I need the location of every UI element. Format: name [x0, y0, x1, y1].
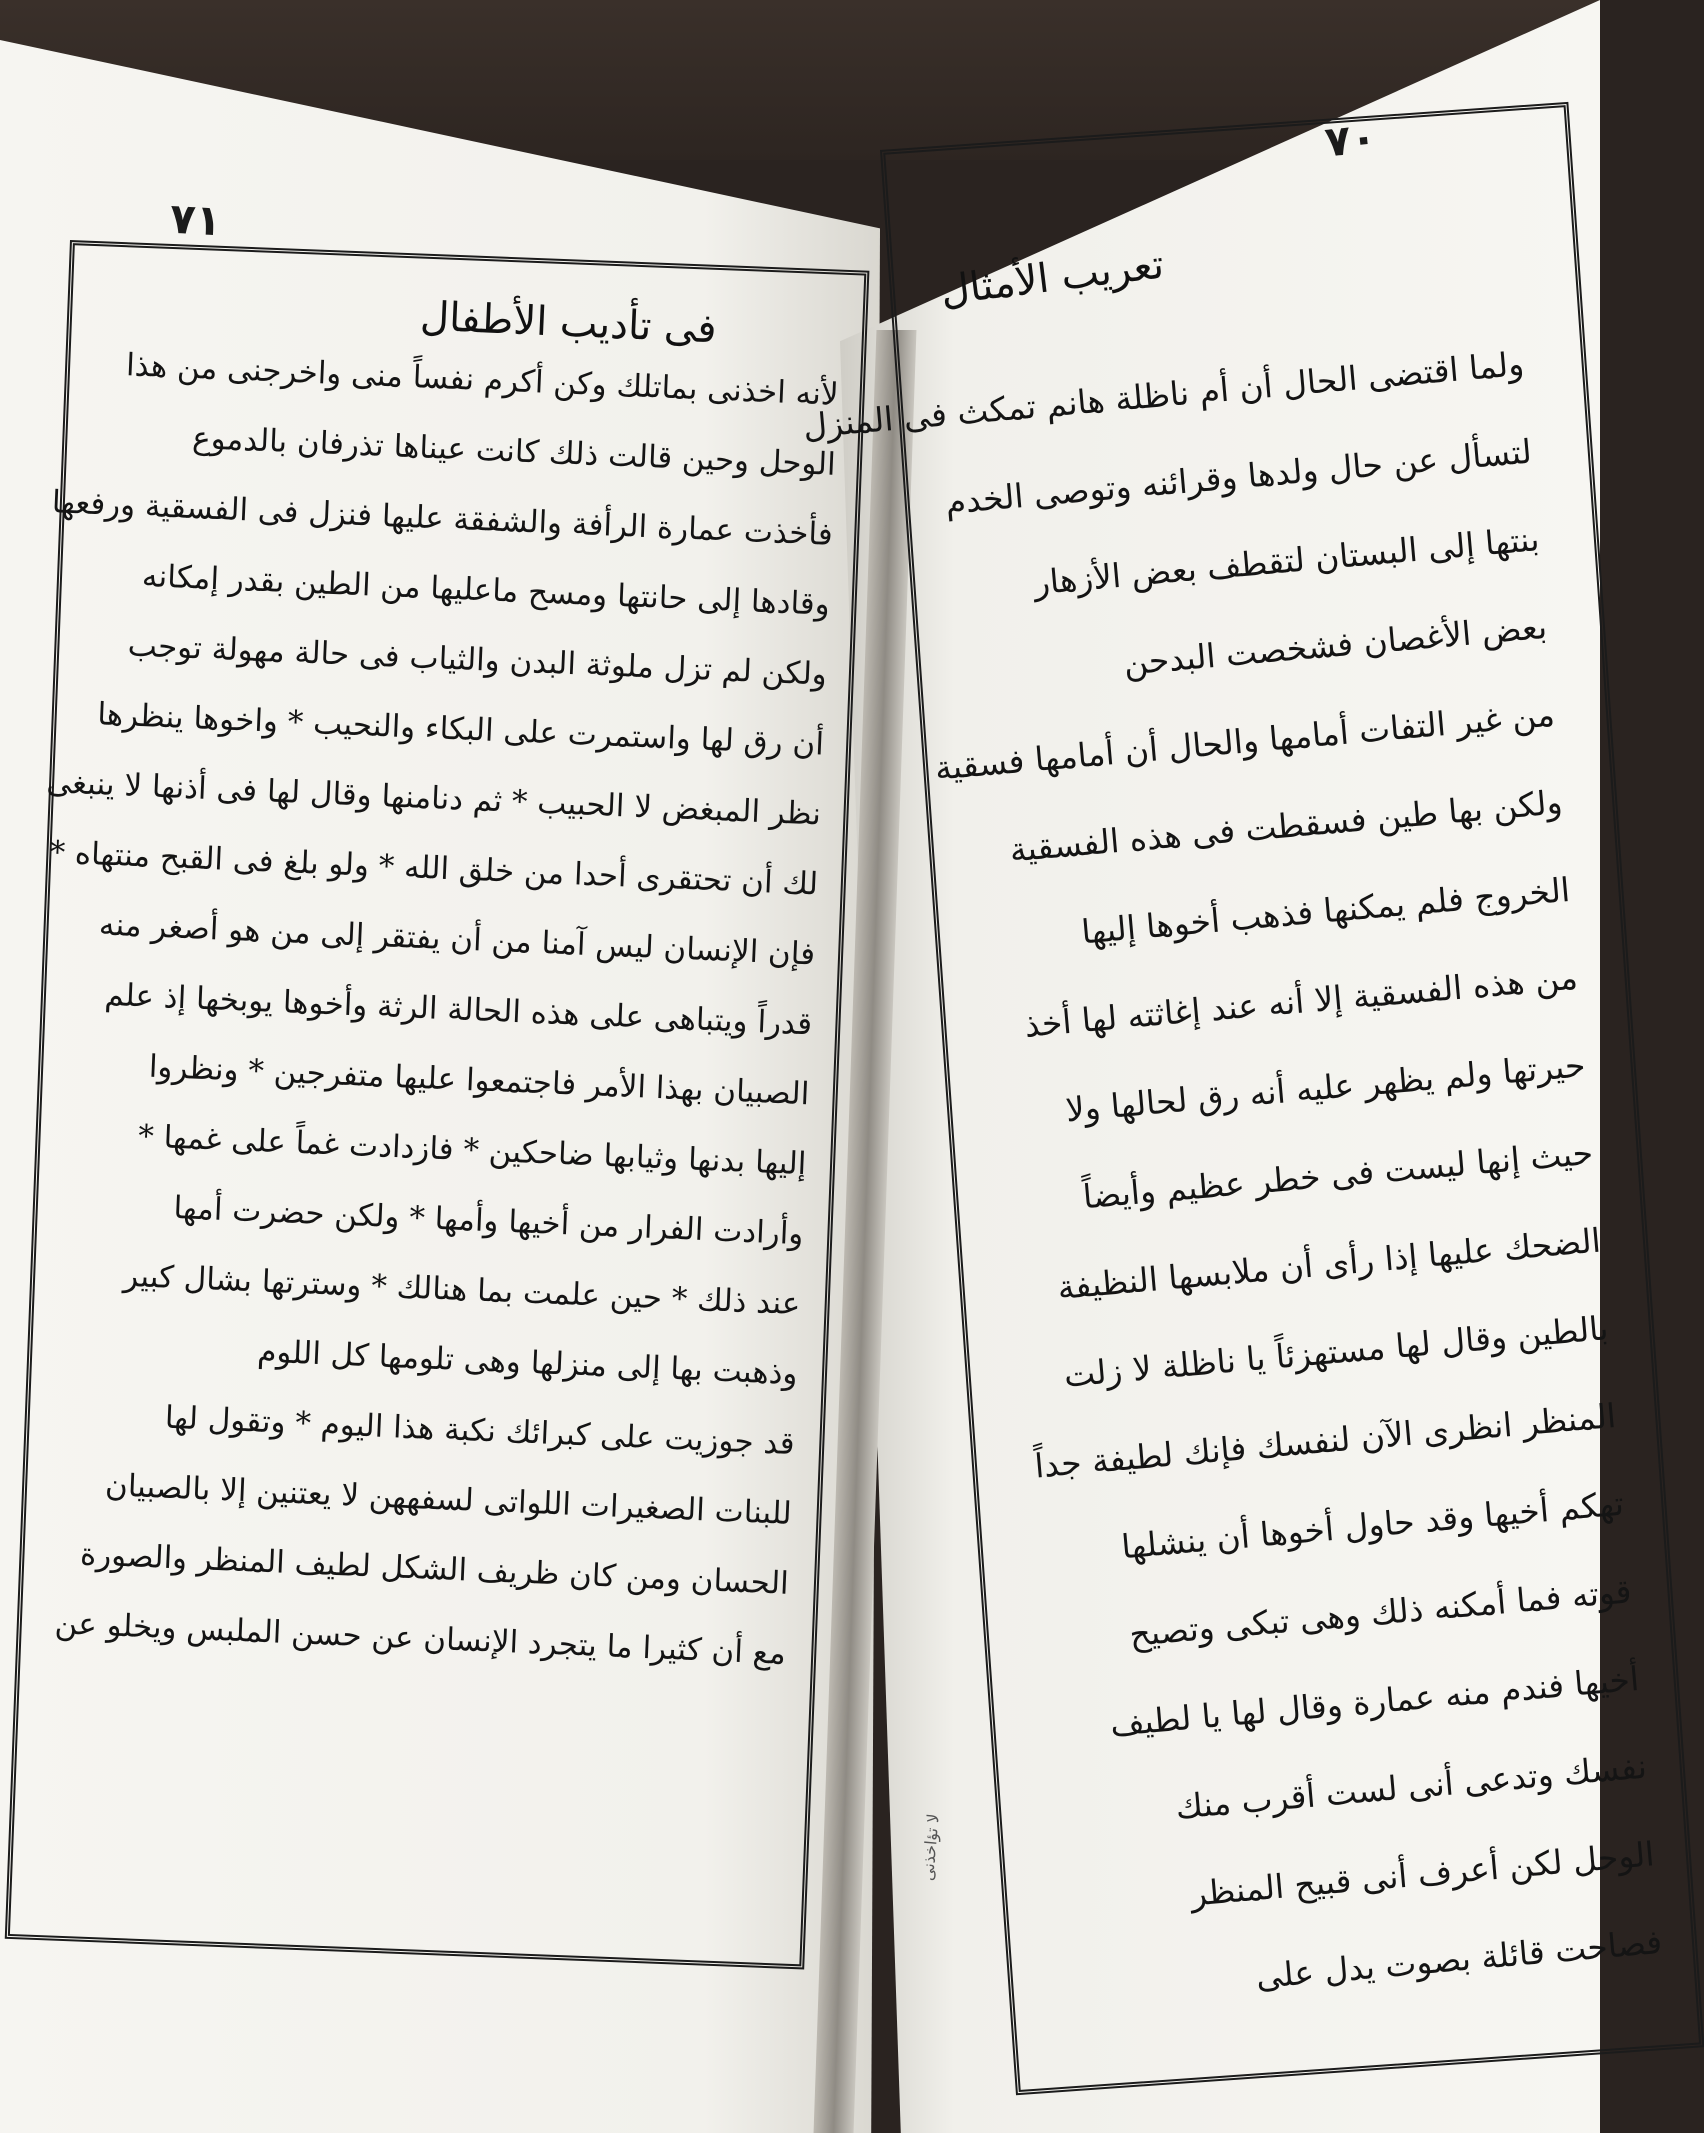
- text-line: نظر المبغض لا الحبيب * ثم دنامنها وقال لها فى أذنها لا ينبغى: [45, 764, 822, 833]
- text-line: ولما اقتضى الحال أن أم ناظلة هانم تمكث فى المنزل: [801, 343, 1526, 446]
- text-line: الضحك عليها إذا رأى أن ملابسها النظيفة: [1055, 1220, 1603, 1307]
- left-page-text: [45, 329, 840, 1689]
- text-line: فأخذت عمارة الرأفة والشفقة عليها فنزل فى الفسقية ورفعها: [51, 484, 834, 553]
- text-line: لأنه اخذنى بماتلك وكن أكرم نفساً منى واخرجنى من هذا: [125, 347, 840, 413]
- text-line: من هذه الفسقية إلا أنه عند إغاثته لها أخذ: [1022, 957, 1580, 1045]
- text-line: مع أن كثيرا ما يتجرد الإنسان عن حسن الملبس ويخلو عن: [54, 1605, 787, 1672]
- text-line: لتسأل عن حال ولدها وقرائنه وتوصى الخدم: [943, 431, 1534, 522]
- text-line: حيرتها ولم يظهر عليه أنه رق لحالها ولا: [1064, 1045, 1587, 1130]
- left-page-header: فى تأديب الأطفال: [419, 293, 718, 353]
- text-line: بعض الأغصان فشخصت البدحن: [1121, 606, 1549, 683]
- text-line: إليها بدنها وثيابها ضاحكين * فازدادت غماً على غمها *: [137, 1118, 808, 1183]
- text-line: لك أن تحتقرى أحدا من خلق الله * ولو بلغ فى القبح منتهاه *: [48, 834, 819, 903]
- text-line: ولكن بها طين فسقطت فى هذه الفسقية: [1008, 782, 1564, 870]
- text-line: وقادها إلى حانتها ومسح ماعليها من الطين بقدر إمكانه: [141, 557, 831, 623]
- text-line: فصاحت قائلة بصوت يدل على: [1254, 1921, 1664, 1997]
- text-line: الخروج فلم يمكنها فذهب أخوها إليها: [1079, 869, 1572, 952]
- margin-note: لا تؤاخذنى: [918, 1812, 943, 1882]
- text-line: قدراً ويتباهى على هذه الحالة الرثة وأخوها يوبخها إذ علم: [103, 976, 813, 1043]
- text-line: المنظر انظرى الآن لنفسك فإنك لطيفة جداً: [1033, 1395, 1618, 1486]
- text-line: عند ذلك * حين علمت بما هنالك * وسترتها بشال كبير: [122, 1257, 802, 1323]
- text-line: ولكن لم تزل ملوثة البدن والثياب فى حالة مهولة توجب: [127, 627, 828, 693]
- text-line: نفسك وتدعى أنى لست أقرب منك: [1173, 1746, 1649, 1827]
- text-line: فإن الإنسان ليس آمنا من أن يفتقر إلى من هو أصغر منه: [98, 906, 816, 973]
- text-line: للبنات الصغيرات اللواتى لسفههن لا يعتنين إلا بالصبيان: [104, 1467, 793, 1532]
- text-line: الوحل لكن أعرف أنى قبيح المنظر: [1189, 1834, 1656, 1914]
- text-line: أخيها فندم منه عمارة وقال لها يا لطيف: [1108, 1658, 1641, 1744]
- text-line: من غير التفات أمامها والحال أن أمامها فسقية: [933, 694, 1557, 788]
- left-page-number: ٧١: [168, 193, 223, 246]
- text-line: وأرادت الفرار من أخيها وأمها * ولكن حضرت أمها: [172, 1189, 805, 1253]
- right-page-header: تعريب الأمثال: [938, 241, 1167, 315]
- text-line: تهكم أخيها وقد حاول أخوها أن ينشلها: [1119, 1483, 1626, 1567]
- text-line: الوحل وحين قالت ذلك كانت عيناها تذرفان بالدموع: [191, 419, 837, 483]
- text-line: بنتها إلى البستان لتقطف بعض الأزهار: [1032, 519, 1541, 603]
- text-line: أن رق لها واستمرت على البكاء والنحيب * واخوها ينظرها: [96, 696, 825, 763]
- text-line: الصبيان بهذا الأمر فاجتمعوا عليها متفرجين * ونظروا: [148, 1048, 810, 1113]
- text-line: وذهبت بها إلى منزلها وهى تلومها كل اللوم: [256, 1333, 799, 1393]
- text-line: قد جوزيت على كبرائك نكبة هذا اليوم * وتقول لها: [164, 1399, 796, 1463]
- text-line: حيث إنها ليست فى خطر عظيم وأيضاً: [1081, 1132, 1595, 1217]
- text-line: بالطين وقال لها مستهزئاً يا ناظلة لا زلت: [1062, 1308, 1610, 1395]
- right-page-number: ٧٠: [1322, 112, 1379, 167]
- text-line: الحسان ومن كان ظريف الشكل لطيف المنظر والصورة: [79, 1536, 790, 1602]
- text-line: قوته فما أمكنه ذلك وهى تبكى وتصيح: [1127, 1571, 1633, 1654]
